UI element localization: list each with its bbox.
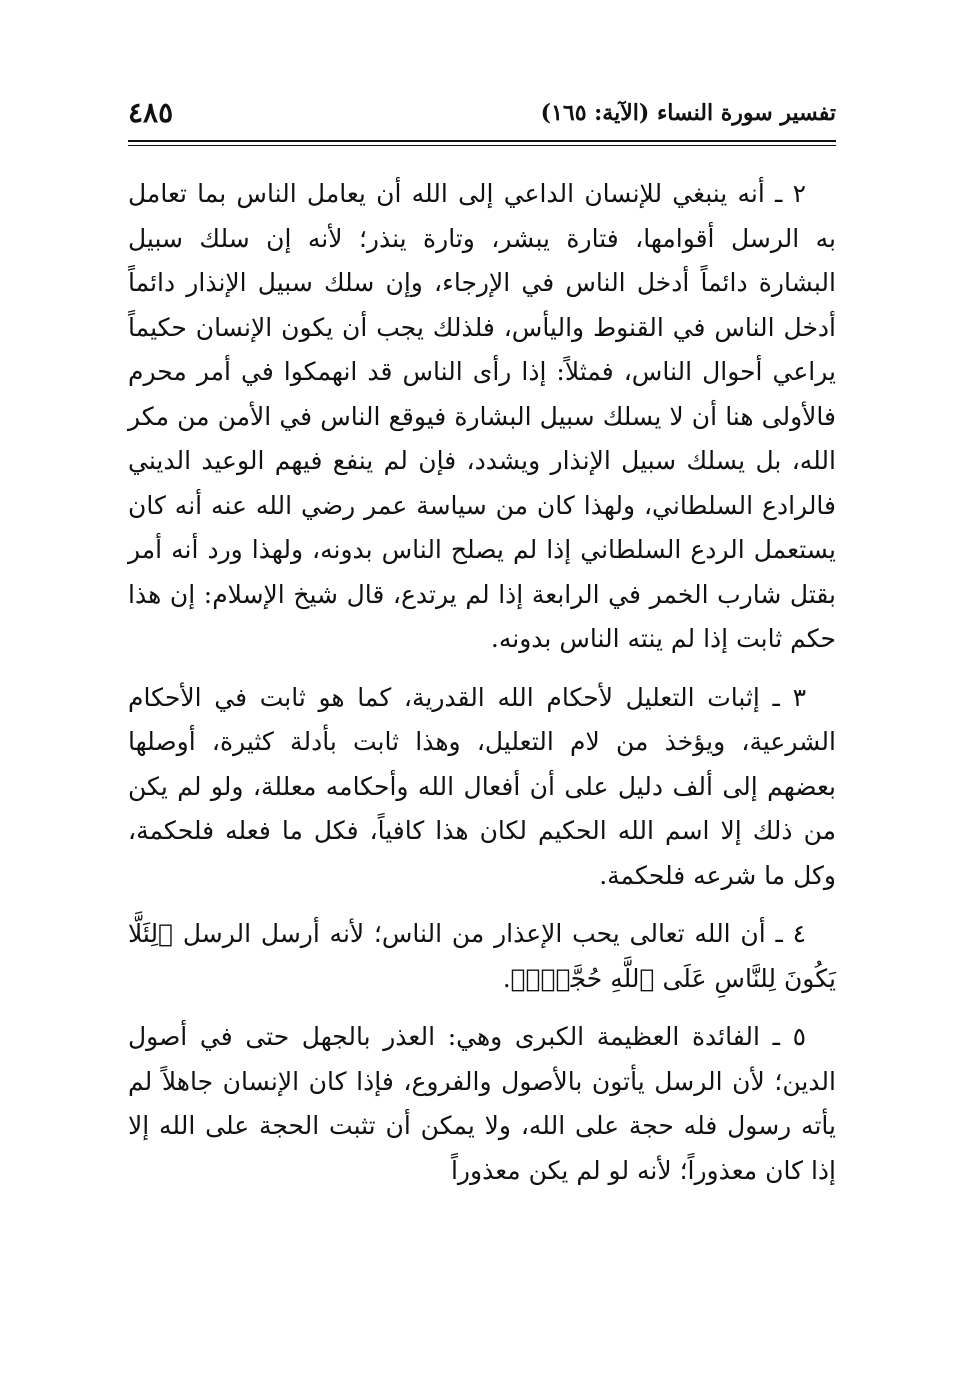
paragraph-text: ٥ ـ الفائدة العظيمة الكبرى وهي: العذر بالجهل حتى في أصول الدين؛ لأن الرسل يأتون بالأصول والفروع، فإذا كان الإنسان جاهلاً لم يأته رسول فله حجة على الله، ولا يمكن أن تثبت الحجة على الله إلا إذا كان معذوراً؛ لأنه لو لم يكن معذوراً (128, 1022, 836, 1185)
paragraph-text: ٣ ـ إثبات التعليل لأحكام الله القدرية، كما هو ثابت في الأحكام الشرعية، ويؤخذ من لام التعليل، وهذا ثابت بأدلة كثيرة، أوصلها بعضهم إلى ألف دليل على أن أفعال الله وأحكامه معللة، ولو لم يكن من ذلك إلا اسم الله الحكيم لكان هذا كافياً، فكل ما فعله فلحكمة، وكل ما شرعه فلحكمة. (128, 682, 836, 890)
page-header (128, 96, 836, 136)
quran-quote: ﴿لِئَلَّا يَكُونَ لِلنَّاسِ عَلَى ٱللَّهِ حُجَّةٌۢ﴾ (128, 919, 836, 993)
main-text (128, 172, 836, 1207)
paragraph-text: ٢ ـ أنه ينبغي للإنسان الداعي إلى الله أن يعامل الناس بما تعامل به الرسل أقوامها، فتارة يبشر، وتارة ينذر؛ لأنه إن سلك سبيل البشارة دائماً أدخل الناس في الإرجاء، وإن سلك سبيل الإنذار دائماً أدخل الناس في القنوط واليأس، فلذلك يجب أن يكون الإنسان حكيماً يراعي أحوال الناس، فمثلاً: إذا رأى الناس قد انهمكوا في أمر محرم فالأولى هنا أن لا يسلك سبيل البشارة فيوقع الناس في الأمن من مكر الله، بل يسلك سبيل الإنذار ويشدد، فإن لم ينفع فيهم الوعيد الديني فالرادع السلطاني، ولهذا كان من سياسة عمر رضي الله عنه أنه كان يستعمل الردع السلطاني إذا لم يصلح الناس بدونه، ولهذا ورد أنه أمر بقتل شارب الخمر في الرابعة إذا لم يرتدع، قال شيخ الإسلام: إن هذا حكم ثابت إذا لم ينته الناس بدونه. (128, 179, 836, 653)
paragraph-5 (128, 1015, 836, 1193)
paragraph-3 (128, 676, 836, 899)
paragraph-end: . (502, 963, 511, 993)
header-rule-thin (128, 145, 836, 146)
paragraph-text: ٤ ـ أن الله تعالى يحب الإعذار من الناس؛ لأنه أرسل الرسل (182, 919, 806, 948)
header-rule-thick (128, 140, 836, 142)
page-number: ٤٨٥ (128, 96, 174, 129)
paragraph-4 (128, 912, 836, 1001)
running-title: تفسير سورة النساء (الآية: ١٦٥) (540, 100, 836, 126)
paragraph-2 (128, 172, 836, 662)
